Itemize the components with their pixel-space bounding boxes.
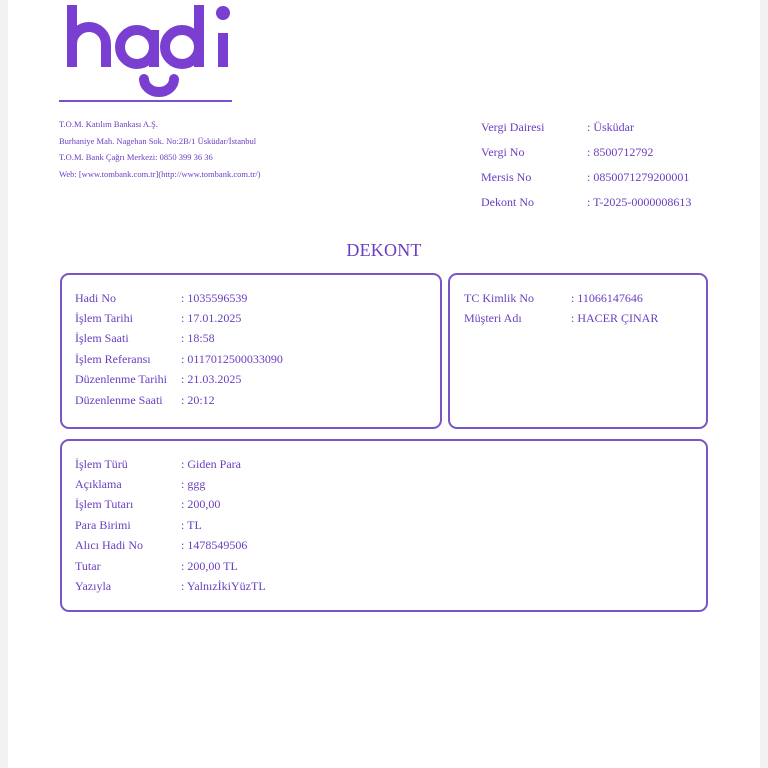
meta-row-dekont-no — [481, 190, 691, 215]
meta-row-mersis-no — [481, 165, 691, 190]
meta-label: Vergi No — [481, 145, 525, 159]
field-value: : 0117012500033090 — [181, 351, 283, 366]
field-label: Açıklama — [75, 477, 122, 492]
meta-label: Vergi Dairesi — [481, 120, 545, 134]
field-label: Düzenlenme Saati — [75, 392, 163, 407]
field-label: Müşteri Adı — [464, 311, 522, 326]
field-value: : HACER ÇINAR — [571, 311, 659, 326]
field-label: İşlem Tarihi — [75, 311, 133, 326]
field-value: : Giden Para — [181, 456, 241, 471]
transfer-details-box — [60, 439, 708, 612]
document-title: DEKONT — [346, 240, 422, 260]
info-row — [464, 308, 658, 328]
info-row — [75, 288, 283, 308]
field-value: : 20:12 — [181, 392, 215, 407]
meta-row-vergi-no — [481, 140, 691, 165]
meta-row-vergi-dairesi — [481, 115, 691, 140]
field-label: Alıcı Hadi No — [75, 538, 143, 553]
field-value: : 11066147646 — [571, 290, 643, 305]
info-row — [75, 329, 283, 349]
company-name: T.O.M. Katılım Bankası A.Ş. — [59, 119, 159, 129]
meta-value: : 0850071279200001 — [587, 170, 690, 184]
info-row — [75, 349, 283, 369]
field-value: : ggg — [181, 477, 206, 492]
company-call-center: T.O.M. Bank Çağrı Merkezi: 0850 399 36 36 — [59, 152, 213, 162]
info-row — [464, 288, 658, 308]
info-row — [75, 536, 266, 556]
info-row — [75, 576, 266, 596]
field-label: Yazıyla — [75, 579, 112, 594]
field-value: : TL — [181, 517, 202, 532]
field-value: : 17.01.2025 — [181, 311, 242, 326]
info-row — [75, 454, 266, 474]
field-value: : 18:58 — [181, 331, 215, 346]
info-row — [75, 308, 283, 328]
company-web: Web: [www.tombank.com.tr](http://www.tombank.com.tr/) — [59, 168, 261, 179]
field-value: : 21.03.2025 — [181, 372, 242, 387]
field-value: : 1035596539 — [181, 290, 248, 305]
info-row — [75, 556, 266, 576]
tax-info — [481, 115, 691, 215]
field-label: İşlem Saati — [75, 331, 129, 346]
hadi-logo — [58, 0, 238, 104]
receipt-page — [8, 0, 760, 768]
field-label: Tutar — [75, 558, 101, 573]
field-label: İşlem Referansı — [75, 351, 151, 366]
field-value: : 1478549506 — [181, 538, 248, 553]
field-label: İşlem Tutarı — [75, 497, 134, 512]
meta-value: : 8500712792 — [587, 145, 654, 159]
info-row — [75, 515, 266, 535]
field-label: TC Kimlik No — [464, 290, 535, 305]
info-row — [75, 474, 266, 494]
info-row — [75, 390, 283, 410]
customer-info-box — [448, 273, 708, 429]
info-row — [75, 370, 283, 390]
field-value: : 200,00 — [181, 497, 221, 512]
field-label: Hadi No — [75, 290, 116, 305]
meta-value: : Üsküdar — [587, 120, 634, 134]
transaction-info-box — [60, 273, 442, 429]
logo-divider — [59, 100, 232, 102]
company-info — [59, 116, 260, 182]
info-row — [75, 495, 266, 515]
meta-label: Mersis No — [481, 170, 532, 184]
meta-value: : T-2025-0000008613 — [587, 195, 692, 209]
company-address: Burhaniye Mah. Nagehan Sok. No:2B/1 Üsküdar/İstanbul — [59, 135, 257, 146]
meta-label: Dekont No — [481, 195, 534, 209]
field-label: İşlem Türü — [75, 456, 128, 471]
field-value: : YalnızİkiYüzTL — [181, 579, 266, 594]
field-label: Düzenlenme Tarihi — [75, 372, 167, 387]
field-label: Para Birimi — [75, 517, 131, 532]
field-value: : 200,00 TL — [181, 558, 238, 573]
